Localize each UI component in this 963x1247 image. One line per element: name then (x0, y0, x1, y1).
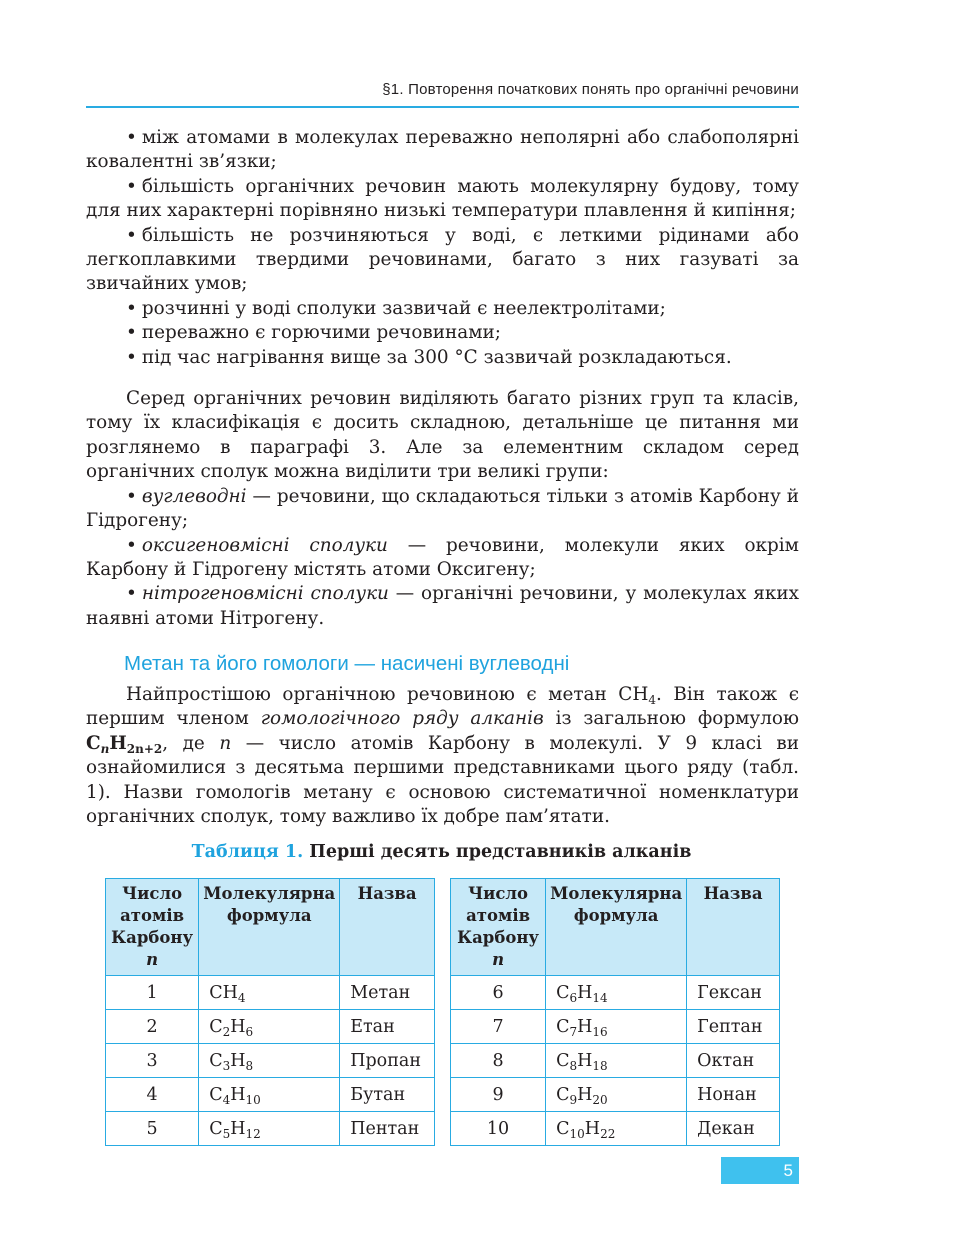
table-row: 9 $C_9H_{20}$ Нонан (451, 1078, 780, 1112)
table-row: 4 $C_4H_{10}$ Бутан (106, 1078, 435, 1112)
group-item: • оксигеновмісні сполуки — речовини, молекули яких окрім Карбону й Гідрогену містять атоми Оксигену; (86, 534, 799, 580)
table-row: 1 $CH_4$ Метан (106, 976, 435, 1010)
group-item: • нітрогеновмісні сполуки — органічні речовини, у молекулах яких наявні атоми Нітрогену. (86, 583, 799, 629)
table-row: 8 $C_8H_{18}$ Октан (451, 1044, 780, 1078)
methane-paragraph: Найпростішою органічною речовиною є метан $CH_4$. Він також є першим членом гомологічного ряду алканів із загальною формулою $C_nH_{2n+2}$, де n — число атомів Карбону в молекулі. У 9 класі ви ознайомилися з десятьма першими представниками цього ряду (табл. 1). Назви гомологів метану є основою систематичної номенклатури органічних сполук, тому важливо їх добре пам’ятати. (86, 684, 800, 828)
section-title: Метан та його гомологи — насичені вуглеводні (124, 652, 570, 675)
property-item: • між атомами в молекулах переважно неполярні або слабополярні ковалентні зв’язки; (86, 127, 799, 173)
header-carbon-count: Число атомів Карбону n (451, 879, 546, 976)
property-item: • більшість не розчиняються у воді, є леткими рідинами або легкоплавкими твердими речовинами, багато з них газуваті за звичайних умов; (86, 224, 799, 295)
running-header (86, 78, 799, 108)
table-caption: Таблиця 1. Перші десять представників алканів (191, 842, 692, 862)
property-item: • під час нагрівання вище за 300 °C зазвичай розкладаються. (126, 346, 732, 368)
property-item: • переважно є горючими речовинами; (126, 322, 502, 344)
methane-block (86, 683, 799, 829)
table-row: 3 $C_3H_8$ Пропан (106, 1044, 435, 1078)
property-item: • розчинні у воді сполуки зазвичай є неелектролітами; (126, 297, 666, 319)
header-name: Назва (687, 879, 780, 976)
properties-block (86, 126, 799, 631)
header-title: §1. Повторення початкових понять про органічні речовини (382, 81, 799, 98)
header-name: Назва (340, 879, 435, 976)
table-row: 10 $C_{10}H_{22}$ Декан (451, 1112, 780, 1146)
intro-paragraph: Серед органічних речовин виділяють багато різних груп та класів, тому їх класифікація є досить складною, детальніше це питання ми розглянемо в параграфі 3. Але за елементним складом серед органічних сполук можна виділити три великі групи: (86, 388, 799, 483)
header-carbon-count: Число атомів Карбону n (106, 879, 199, 976)
general-formula: $C_nH_{2n+2}$ (86, 732, 163, 756)
page-number: 5 (721, 1157, 799, 1184)
alkanes-table-left (105, 878, 435, 1146)
header-formula: Молекулярна формула (546, 879, 687, 976)
group-item: • вуглеводні — речовини, що складаються тільки з атомів Карбону й Гідрогену; (86, 485, 799, 532)
header-formula: Молекулярна формула (199, 879, 340, 976)
table-row: 5 $C_5H_{12}$ Пентан (106, 1112, 435, 1146)
property-item: • більшість органічних речовин мають молекулярну будову, тому для них характерні порівняно низькі температури плавлення й кипіння; (86, 175, 799, 222)
alkanes-table-right (450, 878, 780, 1146)
table-row: 6 $C_6H_{14}$ Гексан (451, 976, 780, 1010)
table-row: 2 $C_2H_6$ Етан (106, 1010, 435, 1044)
table-row: 7 $C_7H_{16}$ Гептан (451, 1010, 780, 1044)
